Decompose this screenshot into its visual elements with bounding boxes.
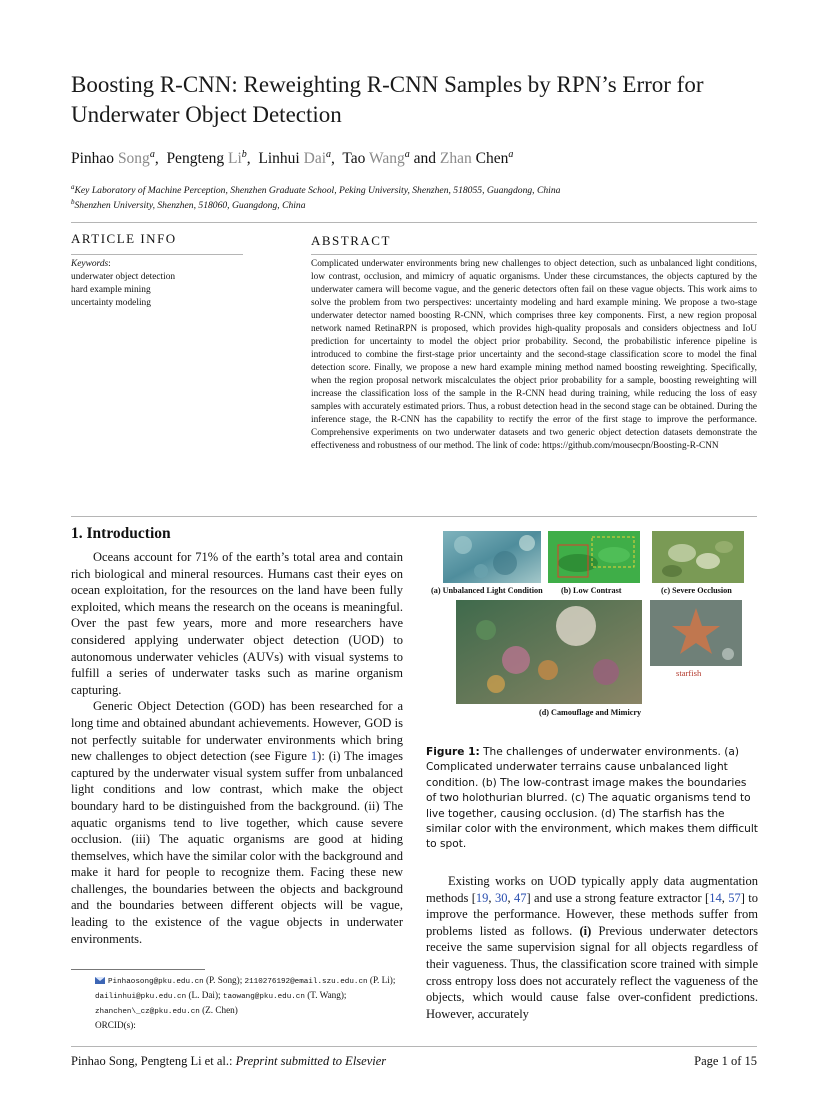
figure-image-starfish	[650, 600, 742, 666]
citation-link[interactable]: 19	[475, 890, 489, 905]
article-info-heading: ARTICLE INFO	[71, 231, 177, 246]
footnote-rule	[71, 969, 205, 970]
right-column-text	[426, 873, 758, 1022]
subcaption-c: (c) Severe Occlusion	[661, 586, 732, 595]
footnote: Pinhaosong@pku.edu.cn (P. Song); 2110276192@email.szu.edu.cn (P. Li); dailinhui@pku.edu.cn (L. Dai); taowang@pku.edu.cn (T. Wang); zhanchen\_cz@pku.edu.cn (Z. Chen) ORCID(s):	[71, 974, 401, 1032]
keyword: uncertainty modeling	[71, 298, 151, 308]
figure-caption-label: Figure 1:	[426, 746, 480, 758]
abstract-text: Complicated underwater environments bring new challenges to object detection, such as unbalanced light conditions, low contrast, occlusion, and mimicry of aquatic organisms. Under these circumstances, the objects captured by the underwater camera will become vague, and the generic detectors often fail on these vague objects. This work aims to solve the problem from two perspectives: uncertainty modeling and hard example mining. We propose a two-stage underwater detector named boosting R-CNN, which comprises three key components. First, a new region proposal network named RetinaRPN is proposed, which provides high-quality proposals and considers objectness and IoU prediction for uncertainty to model the object prior probability. Second, the probabilistic inference pipeline is introduced to combine the first-stage prior uncertainty and the second-stage classification score to model the final detection score. Finally, we propose a new hard example mining method named boosting reweighting. Specifically, when the region proposal network miscalculates the object prior probability for a sample, boosting reweighting will increase the classification loss of the sample in the R-CNN head during training, while reducing the loss of easy samples with accurately estimated priors. Thus, a robust detection head in the second stage can be obtained. During the inference stage, the R-CNN has the capability to rectify the error of the first stage to improve the performance. Comprehensive experiments on two underwater datasets and two generic object detection datasets demonstrate the effectiveness and robustness of our method. The link of code: https://github.com/mousecpn/Boosting-R-CNN	[311, 259, 757, 451]
author-and: and	[413, 150, 437, 168]
header-rule	[71, 222, 757, 223]
section-heading-introduction: 1. Introduction	[71, 525, 171, 542]
author-2: Pengteng Li$^b$	[166, 149, 247, 168]
affiliation-a: $^a$Key Laboratory of Machine Perception, Shenzhen Graduate School, Peking University, Shenzhen, 518055, Guangdong, China	[71, 183, 561, 197]
orcid-line: ORCID(s):	[95, 1020, 136, 1030]
subcaption-b: (b) Low Contrast	[561, 586, 622, 595]
figure-caption: Figure 1: The challenges of underwater environments. (a) Complicated underwater terrains cause unbalanced light condition. (b) The low-contrast image makes the boundaries of two holothurian blurred. (c) The aquatic organisms tend to live together, causing occlusion. (d) The starfish has the similar color with the environment, which makes them difficult to spot.	[426, 746, 758, 851]
author-list: Pinhao Song$^a$, Pengteng Li$^b$, Linhui Dai$^a$, Tao Wang$^a$ and Zhan Chen$^a$	[71, 149, 514, 168]
left-column-text	[71, 549, 403, 947]
citation-link[interactable]: 47	[513, 890, 527, 905]
starfish-label: starfish	[676, 668, 702, 678]
keyword: underwater object detection	[71, 272, 176, 282]
email-link[interactable]: Pinhaosong@pku.edu.cn	[108, 978, 204, 986]
paragraph: Generic Object Detection (GOD) has been researched for a long time and obtained abundant achievements. However, GOD is not perfectly suitable for underwater environments which bring new challenges to object detection (see Figure 1): (i) The images captured by the underwater visual system suffer from unbalanced light conditions and low contrast, which make the object boundary hard to be distinguished from the background. (ii) The aquatic organisms tend to live together, which cause severe occlusion. (iii) The aquatic organisms are good at hiding themselves, which have the similar color with the background and make it hard for people to recognize them. Facing these new challenges, the boundaries between the objects and background and the boundaries between different objects will be vague, leading to the existence of the vague objects in underwater environments.	[71, 699, 403, 946]
keywords-block: Keywords: underwater object detection hard example mining uncertainty modeling	[71, 258, 246, 310]
paragraph: Existing works on UOD typically apply data augmentation methods [19, 30, 47] and use a strong feature extractor [14, 57] to improve the performance. However, these methods suffer from problems listed as follows. (i) Previous underwater detectors receive the same supervision signal for all objects regardless of their vagueness. Thus, the classification score trained with simple cross entropy loss does not accurately reflect the vagueness of the objects, which would cause false over-confident predictions. However, accurately	[426, 874, 759, 1021]
email-link[interactable]: taowang@pku.edu.cn	[222, 993, 305, 1001]
subcaption-a: (a) Unbalanced Light Condition	[431, 586, 543, 595]
author-1: Pinhao Song$^a$	[71, 149, 155, 168]
article-info-rule	[71, 254, 243, 255]
email-link[interactable]: 2110276192@email.szu.edu.cn	[244, 978, 368, 986]
author-3: Linhui Dai$^a$	[258, 149, 332, 168]
paper-title: Boosting R-CNN: Reweighting R-CNN Samples by RPN’s Error for Underwater Object Detection	[71, 72, 704, 127]
footer-rule	[71, 1046, 757, 1047]
email-link[interactable]: dailinhui@pku.edu.cn	[95, 993, 187, 1001]
citation-link[interactable]: 30	[494, 890, 508, 905]
figure-image-c	[652, 531, 744, 583]
subcaption-d: (d) Camouflage and Mimicry	[539, 708, 642, 717]
keyword: hard example mining	[71, 285, 151, 295]
figure-image-b	[548, 531, 640, 583]
figure-image-a	[443, 531, 541, 583]
author-4: Tao Wang$^a$	[342, 149, 410, 168]
keywords-label: Keywords	[71, 259, 109, 269]
abstract-rule	[311, 254, 757, 255]
citation-link[interactable]: 57	[728, 890, 741, 905]
citation-link[interactable]: 14	[709, 890, 722, 905]
mail-icon	[95, 977, 105, 984]
affiliation-b: $^b$Shenzhen University, Shenzhen, 518060, Guangdong, China	[71, 198, 306, 212]
page-number: Page 1 of 15	[694, 1054, 757, 1068]
abstract-heading: ABSTRACT	[311, 233, 391, 248]
email-link[interactable]: zhanchen\_cz@pku.edu.cn	[95, 1008, 200, 1016]
author-5: Zhan Chen$^a$	[439, 149, 514, 168]
figure-ref-link[interactable]: 1	[310, 749, 318, 764]
paragraph: Oceans account for 71% of the earth’s total area and contain rich biological and mineral resources. Humans cast their eyes on ocean exploitation, for the resources on the land have been fully exploited, which means the research on the oceans is meaningful. Over the past few years, more and more researchers have considered applying underwater object detection (UOD) to autonomous underwater vehicles (AUVs) with visual systems to fulfill a series of underwater tasks such as marine organism capturing.	[71, 550, 403, 697]
section-rule	[71, 516, 757, 517]
footer-citation: Pinhao Song, Pengteng Li et al.: Preprint submitted to Elsevier	[71, 1054, 387, 1068]
figure-image-d	[456, 600, 642, 704]
